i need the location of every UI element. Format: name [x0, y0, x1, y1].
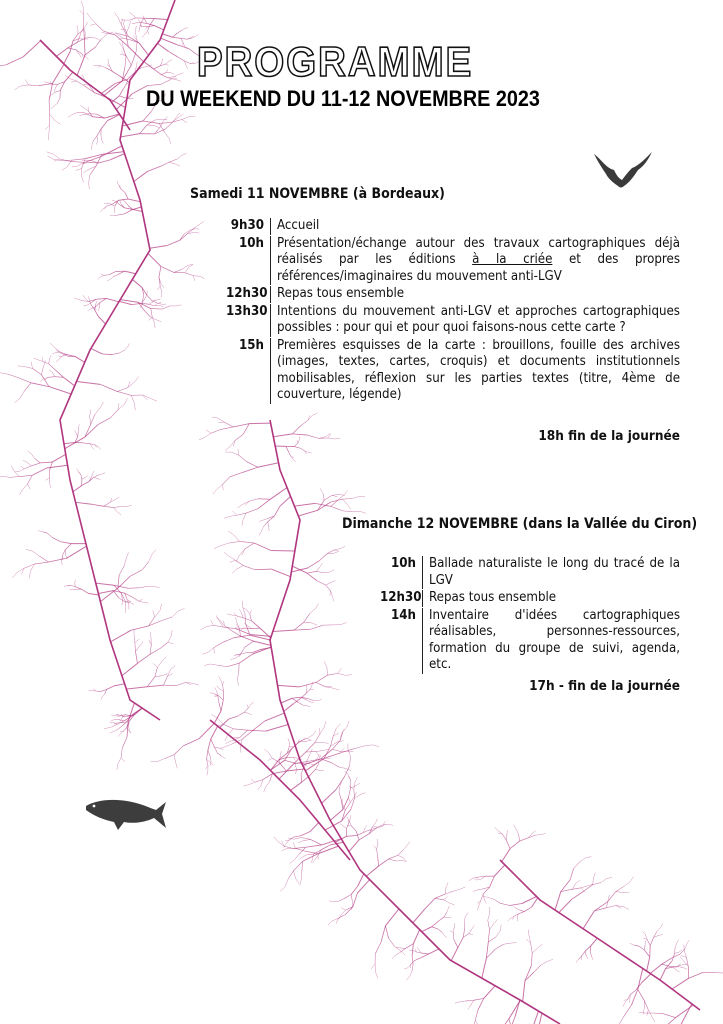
activity-text: Accueil — [277, 218, 320, 233]
time-label: 10h — [226, 236, 271, 286]
time-label: 14h — [380, 608, 423, 674]
time-label: 13h30 — [226, 304, 271, 337]
sunday-end: 17h - fin de la journée — [529, 678, 680, 694]
time-label: 12h30 — [380, 590, 422, 605]
activity-text: Repas tous ensemble — [429, 590, 557, 605]
activity-text: Présentation/échange autour des travaux cartographiques déjà réalisés par les éditions à la criée et des propres références/imaginaires du mouvement anti-LGV — [277, 235, 681, 284]
sunday-heading: Dimanche 12 NOVEMBRE (dans la Vallée du Ciron) — [342, 516, 698, 532]
page-subtitle: DU WEEKEND DU 11-12 NOVEMBRE 2023 — [146, 86, 540, 111]
schedule-row — [226, 236, 680, 286]
time-label: 9h30 — [226, 218, 271, 235]
schedule-row — [226, 304, 680, 337]
saturday-schedule — [226, 218, 680, 405]
time-label: 15h — [226, 338, 271, 404]
activity-text: Premières esquisses de la carte : brouillons, fouille des archives (images, textes, cartes, croquis) et documents institutionnels mobilisables, réflexion sur les parties textes (titre, 4ème de couverture, légende) — [277, 337, 680, 402]
sunday-schedule — [380, 556, 680, 675]
page-title: PROGRAMME — [196, 38, 474, 85]
schedule-row — [380, 556, 680, 589]
activity-text: Ballade naturaliste le long du tracé de la LGV — [429, 556, 680, 588]
activity-text: Inventaire d'idées cartographiques réalisables, personnes-ressources, formation du groupe de suivi, agenda, etc. — [429, 607, 680, 672]
schedule-row — [226, 286, 680, 303]
schedule-row — [226, 218, 680, 235]
a-la-criee-link[interactable]: à la criée — [472, 252, 553, 267]
activity-text: Intentions du mouvement anti-LGV et approches cartographiques possibles : pour qui et pour quoi faisons-nous cette carte ? — [277, 303, 680, 335]
activity-text: Repas tous ensemble — [277, 286, 405, 301]
saturday-heading: Samedi 11 NOVEMBRE (à Bordeaux) — [190, 186, 445, 202]
time-label: 10h — [380, 556, 423, 589]
schedule-row — [380, 608, 680, 674]
time-label: 12h30 — [226, 286, 271, 303]
schedule-row — [380, 590, 680, 607]
bat-icon — [592, 148, 654, 190]
saturday-end: 18h fin de la journée — [538, 428, 680, 444]
schedule-row — [226, 338, 680, 404]
fish-icon — [84, 794, 168, 836]
